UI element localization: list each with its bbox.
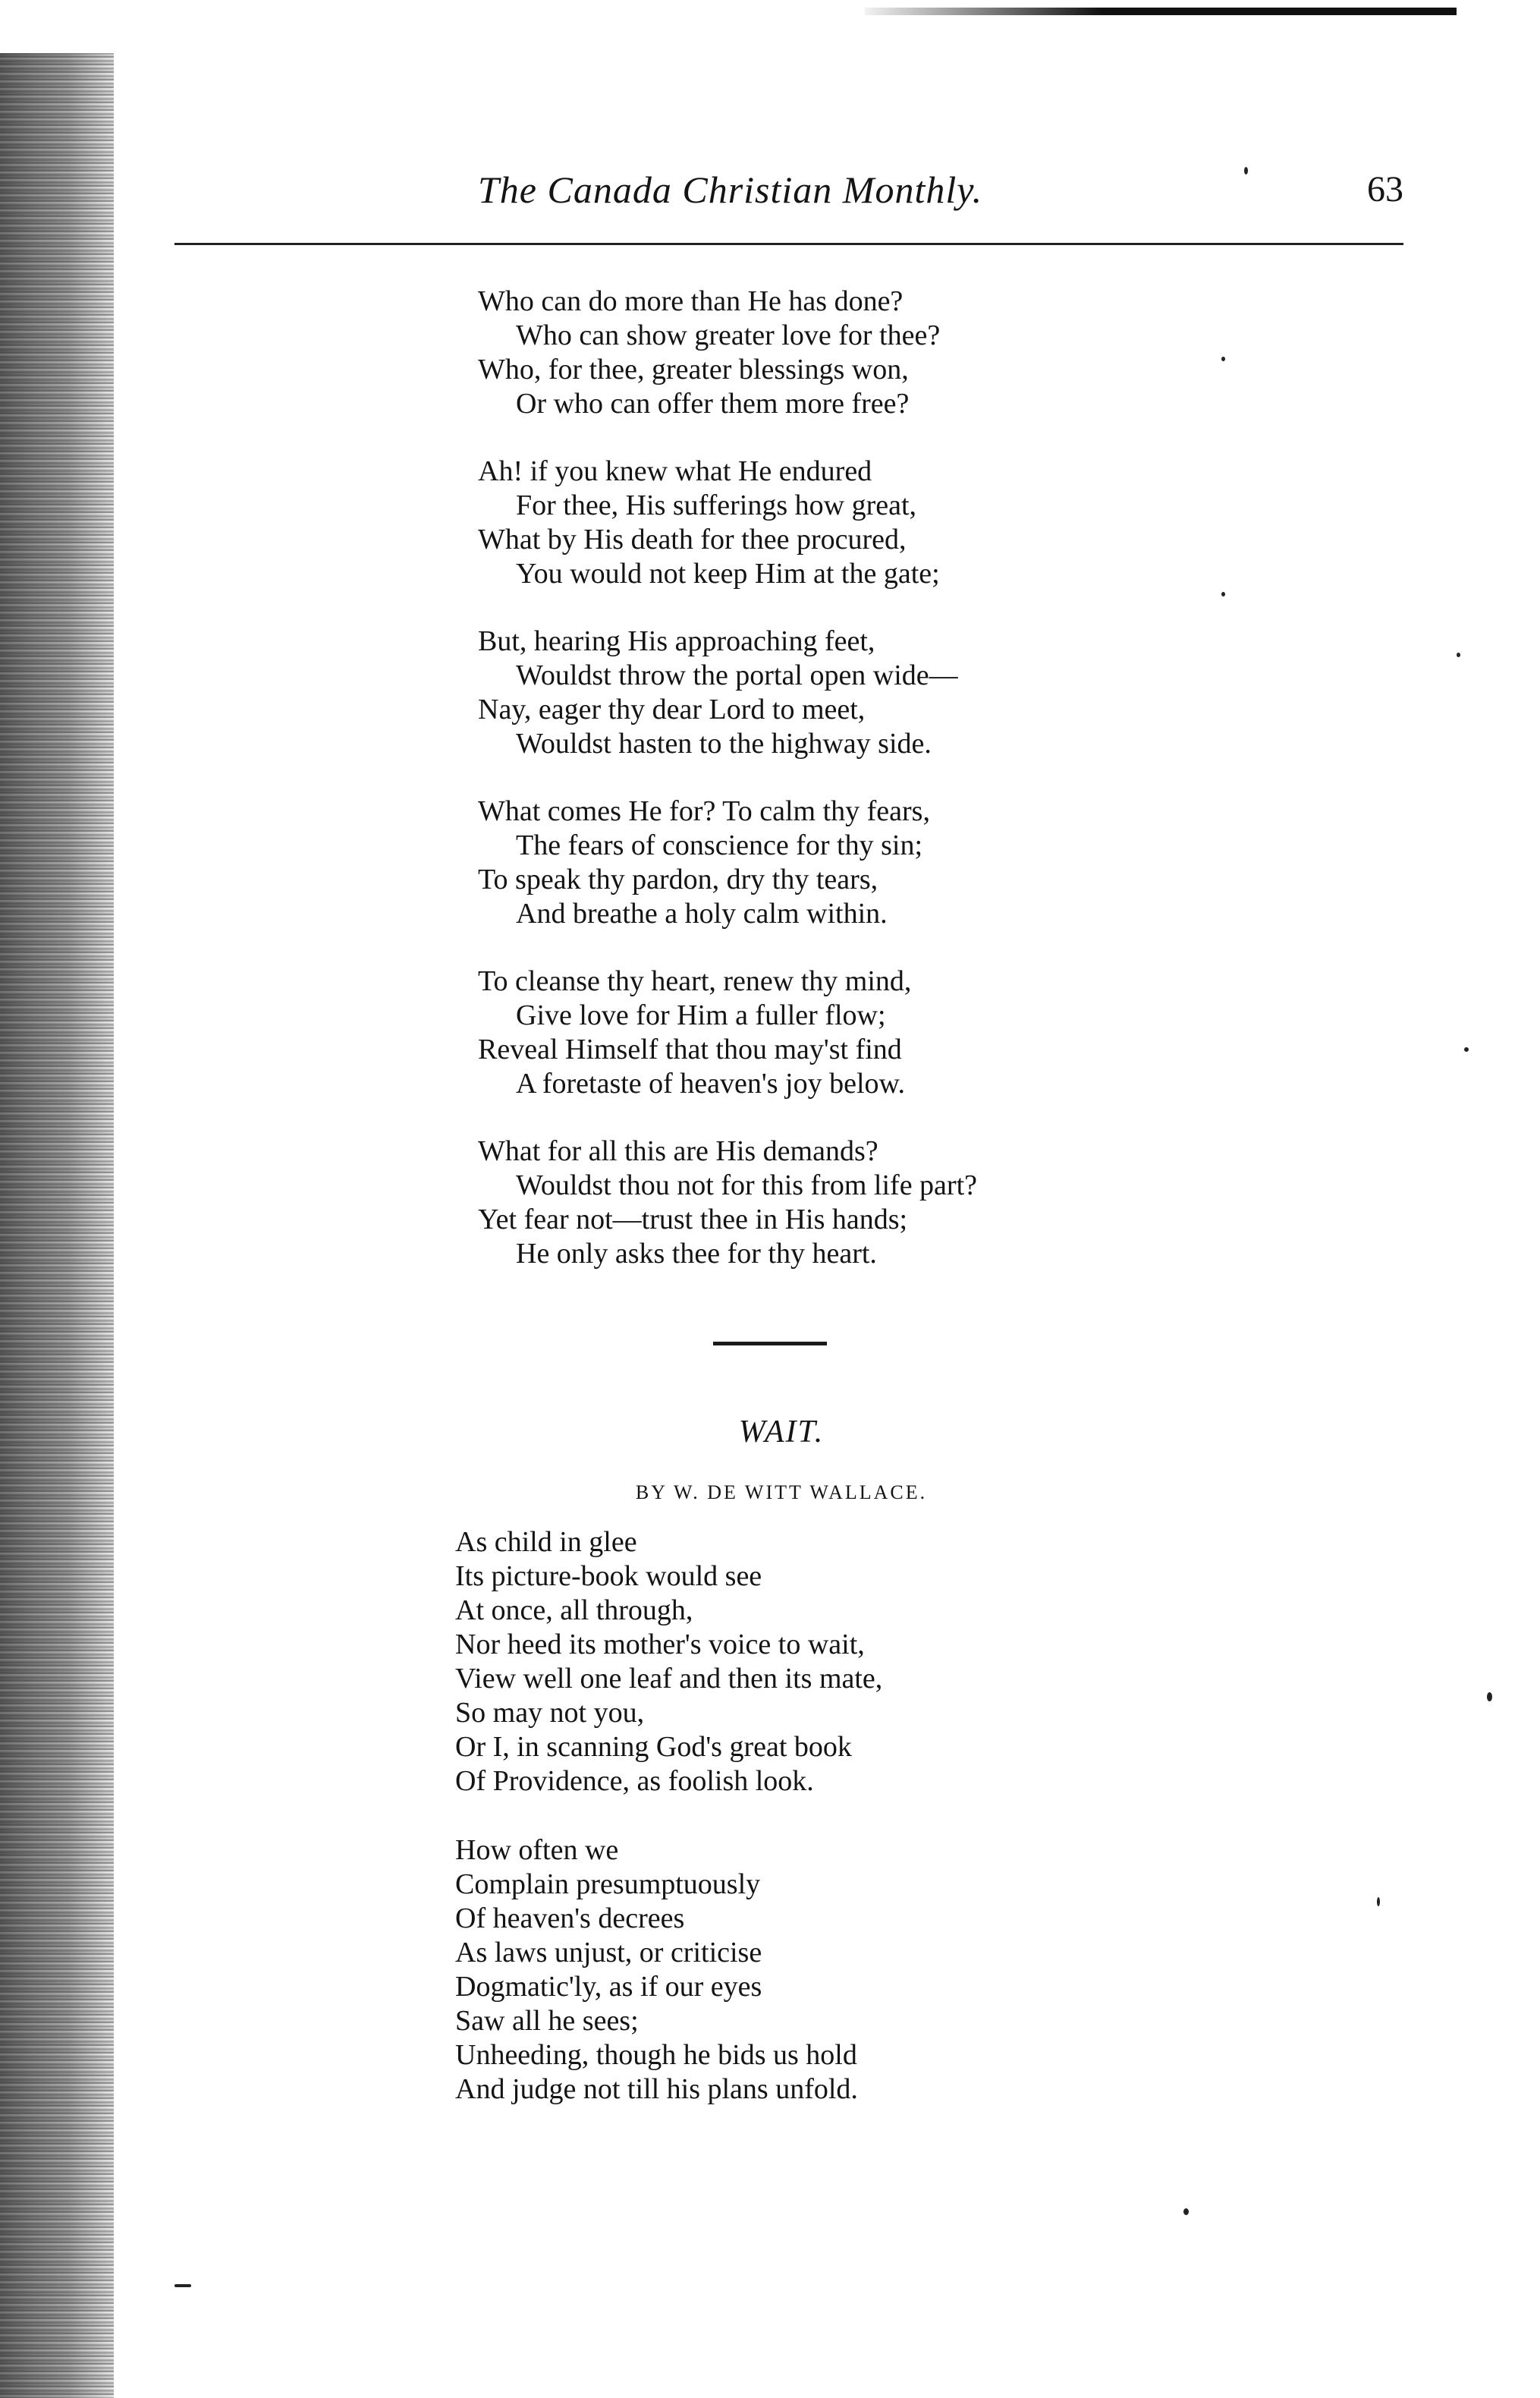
scan-speck xyxy=(1457,653,1460,657)
poem-line: For thee, His sufferings how great, xyxy=(516,489,917,521)
scan-speck xyxy=(1464,1047,1469,1052)
poem-line: What for all this are His demands? xyxy=(478,1135,878,1167)
poem-line: Give love for Him a fuller flow; xyxy=(516,999,886,1031)
scan-speck xyxy=(1221,357,1225,361)
poem-stanza xyxy=(478,455,1237,591)
poem-line: View well one leaf and then its mate, xyxy=(455,1663,883,1695)
scan-speck xyxy=(1244,167,1248,175)
poem-line: Or I, in scanning God's great book xyxy=(455,1731,852,1763)
poem-line: The fears of conscience for thy sin; xyxy=(516,829,923,861)
poem-line: Yet fear not—trust thee in His hands; xyxy=(478,1204,908,1235)
poem-line: Nor heed its mother's voice to wait, xyxy=(455,1629,865,1660)
poem-line: To cleanse thy heart, renew thy mind, xyxy=(478,965,912,997)
poem-line: Wouldst thou not for this from life part? xyxy=(516,1169,977,1201)
scan-speck xyxy=(1487,1692,1492,1701)
poem-line: Who, for thee, greater blessings won, xyxy=(478,354,909,386)
poem-line: Reveal Himself that thou may'st find xyxy=(478,1034,902,1065)
poem-stanza xyxy=(478,285,1237,421)
poem-wait xyxy=(455,1525,1290,2142)
page-number: 63 xyxy=(1367,169,1403,209)
scan-speck xyxy=(174,2284,191,2287)
scan-speck xyxy=(1221,592,1225,596)
poem-line: Who can do more than He has done? xyxy=(478,285,904,317)
poem-line: To speak thy pardon, dry thy tears, xyxy=(478,864,878,895)
poem-stanza xyxy=(478,965,1237,1101)
poem-line: But, hearing His approaching feet, xyxy=(478,625,875,657)
poem-line: As laws unjust, or criticise xyxy=(455,1937,762,1968)
poem-byline: BY W. DE WITT WALLACE. xyxy=(635,1481,928,1503)
scan-speck xyxy=(1377,1897,1380,1906)
poem-line: Dogmatic'ly, as if our eyes xyxy=(455,1971,762,2003)
poem-line: At once, all through, xyxy=(455,1594,693,1626)
section-divider xyxy=(713,1342,827,1345)
poem-line: So may not you, xyxy=(455,1697,645,1729)
poem-stanza xyxy=(478,795,1237,931)
poem-line: What comes He for? To calm thy fears, xyxy=(478,795,930,827)
poem-stanza xyxy=(478,1134,1237,1271)
poem-line: As child in glee xyxy=(455,1526,637,1558)
poem-line: Or who can offer them more free? xyxy=(516,388,910,420)
poem-line: You would not keep Him at the gate; xyxy=(516,558,940,590)
poem-line: Wouldst hasten to the highway side. xyxy=(516,728,932,760)
poem-line: And judge not till his plans unfold. xyxy=(455,2073,858,2105)
poem-line: Ah! if you knew what He endured xyxy=(478,455,872,487)
running-title: The Canada Christian Monthly. xyxy=(478,168,983,211)
poem-stanza xyxy=(455,1833,1290,2107)
scan-speck xyxy=(1183,2208,1189,2215)
poem-line: Nay, eager thy dear Lord to meet, xyxy=(478,694,866,725)
poem-line: And breathe a holy calm within. xyxy=(516,898,888,930)
poem-line: What by His death for thee procured, xyxy=(478,524,907,555)
scanned-binding-edge xyxy=(0,53,114,2398)
poem-stanza xyxy=(455,1525,1290,1798)
poem-line: A foretaste of heaven's joy below. xyxy=(516,1068,905,1100)
poem-line: How often we xyxy=(455,1834,619,1866)
poem-stanza xyxy=(478,625,1237,761)
poem-line: Wouldst throw the portal open wide— xyxy=(516,659,958,691)
poem-line: Its picture-book would see xyxy=(455,1560,762,1592)
top-scan-rule xyxy=(865,8,1457,15)
poem-line: Complain presumptuously xyxy=(455,1868,761,1900)
poem-continued xyxy=(478,285,1237,1304)
poem-line: He only asks thee for thy heart. xyxy=(516,1238,877,1270)
poem-line: Of heaven's decrees xyxy=(455,1902,685,1934)
poem-line: Saw all he sees; xyxy=(455,2005,639,2037)
poem-line: Unheeding, though he bids us hold xyxy=(455,2039,857,2071)
poem-title: WAIT. xyxy=(738,1415,825,1449)
header-rule xyxy=(174,243,1403,245)
poem-line: Of Providence, as foolish look. xyxy=(455,1765,814,1797)
poem-line: Who can show greater love for thee? xyxy=(516,319,941,351)
page-header xyxy=(174,167,1403,235)
